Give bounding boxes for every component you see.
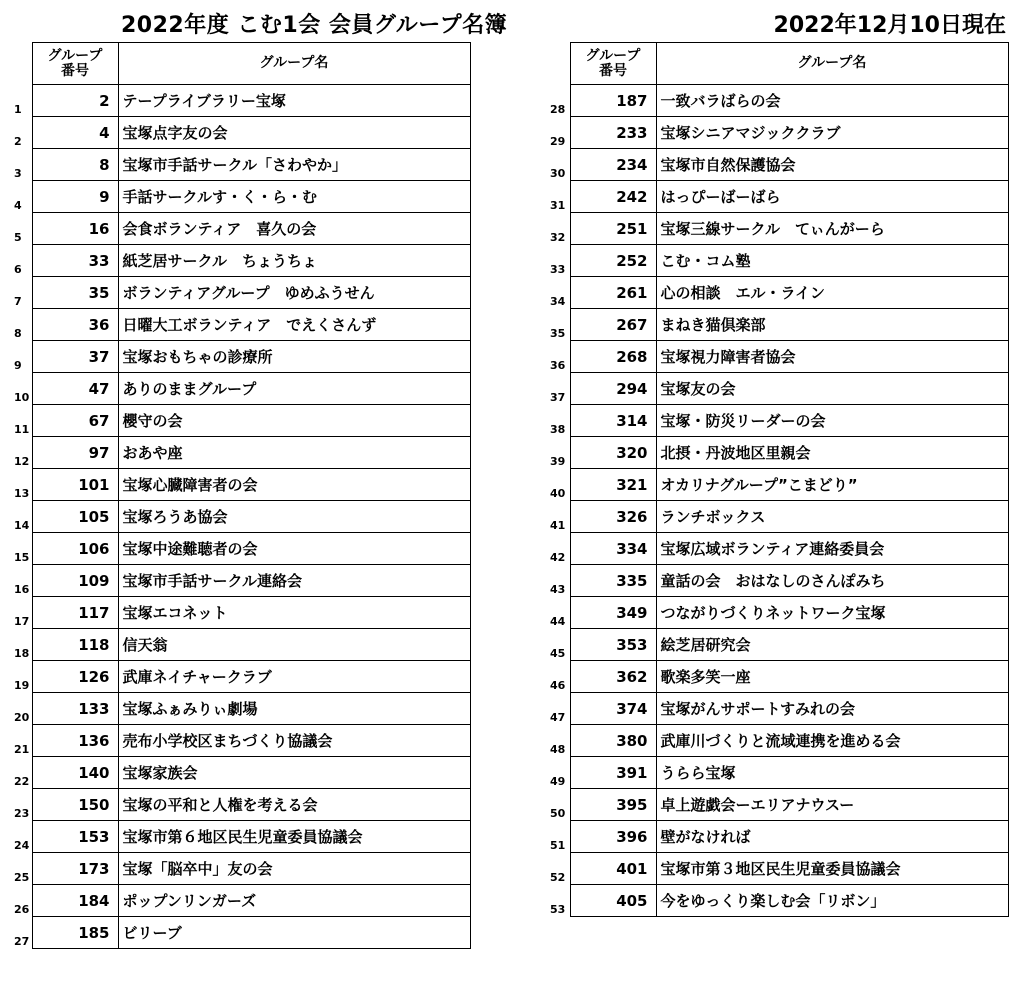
row-index: 13 [14, 486, 30, 500]
table-header-row [550, 43, 1008, 85]
table-row [550, 693, 1008, 725]
group-name: 宝塚市手話サークル連絡会 [118, 565, 470, 597]
table-row [550, 789, 1008, 821]
row-index: 50 [550, 806, 566, 820]
group-number: 353 [570, 629, 656, 661]
row-index: 7 [14, 294, 22, 308]
group-number: 97 [32, 437, 118, 469]
index-header [550, 43, 570, 85]
group-name: 日曜大工ボランティア でえくさんず [118, 309, 470, 341]
group-name: 絵芝居研究会 [656, 629, 1008, 661]
group-name-header: グループ名 [118, 43, 470, 85]
table-row [550, 309, 1008, 341]
row-index: 53 [550, 902, 566, 916]
group-name: 宝塚ろうあ協会 [118, 501, 470, 533]
row-index: 32 [550, 230, 566, 244]
row-index: 25 [14, 870, 30, 884]
group-name: 宝塚ふぁみりぃ劇場 [118, 693, 470, 725]
table-row [14, 661, 470, 693]
group-name: 北摂・丹波地区里親会 [656, 437, 1008, 469]
row-index: 17 [14, 614, 30, 628]
group-number: 233 [570, 117, 656, 149]
group-name: 卓上遊戯会ーエリアナウスー [656, 789, 1008, 821]
row-index: 15 [14, 550, 30, 564]
group-name: 宝塚市第６地区民生児童委員協議会 [118, 821, 470, 853]
row-index: 42 [550, 550, 566, 564]
row-index: 28 [550, 102, 566, 116]
group-name: 歌楽多笑一座 [656, 661, 1008, 693]
group-number: 320 [570, 437, 656, 469]
table-row [14, 533, 470, 565]
group-name: 宝塚の平和と人権を考える会 [118, 789, 470, 821]
table-row [550, 597, 1008, 629]
group-number: 252 [570, 245, 656, 277]
table-row [550, 885, 1008, 917]
group-table-left [14, 42, 471, 949]
table-row [550, 853, 1008, 885]
row-index: 11 [14, 422, 30, 436]
group-name: 宝塚がんサポートすみれの会 [656, 693, 1008, 725]
group-number: 268 [570, 341, 656, 373]
group-name: 売布小学校区まちづくり協議会 [118, 725, 470, 757]
group-number: 150 [32, 789, 118, 821]
row-index: 20 [14, 710, 30, 724]
group-name: 宝塚シニアマジッククラブ [656, 117, 1008, 149]
group-number: 16 [32, 213, 118, 245]
as-of-date: 2022年12月10日現在 [773, 13, 1006, 38]
group-number: 234 [570, 149, 656, 181]
group-name: まねき猫倶楽部 [656, 309, 1008, 341]
row-index: 26 [14, 902, 30, 916]
table-row [14, 437, 470, 469]
group-name: 童話の会 おはなしのさんぽみち [656, 565, 1008, 597]
row-index: 39 [550, 454, 566, 468]
table-row [14, 757, 470, 789]
table-row [14, 629, 470, 661]
row-index: 41 [550, 518, 566, 532]
group-table-right [550, 42, 1009, 917]
group-name: 武庫ネイチャークラブ [118, 661, 470, 693]
group-number: 335 [570, 565, 656, 597]
table-row [14, 85, 470, 117]
group-name-header: グループ名 [656, 43, 1008, 85]
group-name: ポップンリンガーズ [118, 885, 470, 917]
row-index: 33 [550, 262, 566, 276]
table-row [550, 181, 1008, 213]
group-number: 185 [32, 917, 118, 949]
group-name: 宝塚エコネット [118, 597, 470, 629]
table-row [550, 757, 1008, 789]
group-name: 宝塚市手話サークル「さわやか」 [118, 149, 470, 181]
group-number: 101 [32, 469, 118, 501]
table-row [550, 629, 1008, 661]
table-row [14, 853, 470, 885]
group-name: つながりづくりネットワーク宝塚 [656, 597, 1008, 629]
table-row [14, 405, 470, 437]
group-name: こむ・コム塾 [656, 245, 1008, 277]
group-name: オカリナグループ”こまどり” [656, 469, 1008, 501]
row-index: 52 [550, 870, 566, 884]
group-number: 380 [570, 725, 656, 757]
group-name: 宝塚点字友の会 [118, 117, 470, 149]
row-index: 18 [14, 646, 30, 660]
group-number: 395 [570, 789, 656, 821]
table-row [14, 277, 470, 309]
table-row [550, 149, 1008, 181]
group-number: 8 [32, 149, 118, 181]
table-row [550, 533, 1008, 565]
group-number: 173 [32, 853, 118, 885]
table-row [14, 245, 470, 277]
group-name: 宝塚三線サークル てぃんがーら [656, 213, 1008, 245]
row-index: 22 [14, 774, 30, 788]
group-name: ボランティアグループ ゆめふうせん [118, 277, 470, 309]
table-body [14, 85, 470, 949]
row-index: 23 [14, 806, 30, 820]
group-name: うらら宝塚 [656, 757, 1008, 789]
group-number: 109 [32, 565, 118, 597]
row-index: 31 [550, 198, 566, 212]
row-index: 4 [14, 198, 22, 212]
table-row [550, 469, 1008, 501]
group-name: 会食ボランティア 喜久の会 [118, 213, 470, 245]
group-name: 信天翁 [118, 629, 470, 661]
group-number: 37 [32, 341, 118, 373]
group-name: 宝塚視力障害者協会 [656, 341, 1008, 373]
group-number: 321 [570, 469, 656, 501]
table-row [14, 917, 470, 949]
table-row [550, 821, 1008, 853]
row-index: 24 [14, 838, 30, 852]
group-number: 401 [570, 853, 656, 885]
group-number: 391 [570, 757, 656, 789]
row-index: 29 [550, 134, 566, 148]
table-row [14, 309, 470, 341]
group-name: 宝塚市第３地区民生児童委員協議会 [656, 853, 1008, 885]
row-index: 6 [14, 262, 22, 276]
table-row [550, 341, 1008, 373]
table-row [550, 661, 1008, 693]
row-index: 9 [14, 358, 22, 372]
row-index: 35 [550, 326, 566, 340]
row-index: 46 [550, 678, 566, 692]
group-number: 36 [32, 309, 118, 341]
group-number: 326 [570, 501, 656, 533]
group-number: 117 [32, 597, 118, 629]
row-index: 34 [550, 294, 566, 308]
index-header [14, 43, 32, 85]
table-row [14, 501, 470, 533]
group-name: 宝塚市自然保護協会 [656, 149, 1008, 181]
group-number: 35 [32, 277, 118, 309]
group-number: 349 [570, 597, 656, 629]
group-number: 2 [32, 85, 118, 117]
group-name: おあや座 [118, 437, 470, 469]
row-index: 3 [14, 166, 22, 180]
group-name: 宝塚広域ボランティア連絡委員会 [656, 533, 1008, 565]
table-row [550, 373, 1008, 405]
row-index: 14 [14, 518, 30, 532]
row-index: 12 [14, 454, 30, 468]
group-name: ランチボックス [656, 501, 1008, 533]
group-number: 133 [32, 693, 118, 725]
group-name: 今をゆっくり楽しむ会「リボン」 [656, 885, 1008, 917]
table-row [14, 341, 470, 373]
table-row [14, 693, 470, 725]
group-number: 4 [32, 117, 118, 149]
row-index: 43 [550, 582, 566, 596]
table-row [14, 149, 470, 181]
row-index: 48 [550, 742, 566, 756]
table-row [14, 565, 470, 597]
table-row [14, 885, 470, 917]
group-number: 405 [570, 885, 656, 917]
row-index: 40 [550, 486, 566, 500]
group-number: 396 [570, 821, 656, 853]
group-number-header: グループ 番号 [570, 43, 656, 85]
group-number: 184 [32, 885, 118, 917]
table-row [14, 469, 470, 501]
group-name: 宝塚中途難聴者の会 [118, 533, 470, 565]
table-row [14, 117, 470, 149]
table-row [550, 277, 1008, 309]
group-number: 106 [32, 533, 118, 565]
group-number: 314 [570, 405, 656, 437]
group-number: 67 [32, 405, 118, 437]
group-number: 261 [570, 277, 656, 309]
group-number: 126 [32, 661, 118, 693]
row-index: 19 [14, 678, 30, 692]
table-row [550, 501, 1008, 533]
group-name: 宝塚友の会 [656, 373, 1008, 405]
row-index: 36 [550, 358, 566, 372]
group-number: 140 [32, 757, 118, 789]
table-row [14, 597, 470, 629]
row-index: 44 [550, 614, 566, 628]
group-number: 153 [32, 821, 118, 853]
group-name: はっぴーばーばら [656, 181, 1008, 213]
group-name: 宝塚おもちゃの診療所 [118, 341, 470, 373]
group-number: 33 [32, 245, 118, 277]
row-index: 47 [550, 710, 566, 724]
group-name: 櫻守の会 [118, 405, 470, 437]
row-index: 49 [550, 774, 566, 788]
group-name: 宝塚「脳卒中」友の会 [118, 853, 470, 885]
group-number: 362 [570, 661, 656, 693]
row-index: 27 [14, 934, 30, 948]
table-row [550, 565, 1008, 597]
row-index: 16 [14, 582, 30, 596]
group-name: 手話サークルす・く・ら・む [118, 181, 470, 213]
row-index: 21 [14, 742, 30, 756]
table-row [14, 725, 470, 757]
table-row [14, 181, 470, 213]
group-number: 9 [32, 181, 118, 213]
row-index: 51 [550, 838, 566, 852]
row-index: 5 [14, 230, 22, 244]
table-row [550, 85, 1008, 117]
page-title: 2022年度 こむ1会 会員グループ名簿 [121, 13, 508, 38]
table-row [550, 437, 1008, 469]
row-index: 45 [550, 646, 566, 660]
row-index: 2 [14, 134, 22, 148]
table-row [550, 117, 1008, 149]
row-index: 38 [550, 422, 566, 436]
group-number: 187 [570, 85, 656, 117]
group-name: テープライブラリー宝塚 [118, 85, 470, 117]
table-row [14, 789, 470, 821]
row-index: 1 [14, 102, 22, 116]
group-number: 118 [32, 629, 118, 661]
group-number: 136 [32, 725, 118, 757]
group-name: 宝塚・防災リーダーの会 [656, 405, 1008, 437]
table-row [14, 213, 470, 245]
table-header-row [14, 43, 470, 85]
row-index: 30 [550, 166, 566, 180]
group-name: 心の相談 エル・ライン [656, 277, 1008, 309]
group-number: 374 [570, 693, 656, 725]
group-name: 武庫川づくりと流域連携を進める会 [656, 725, 1008, 757]
table-row [550, 213, 1008, 245]
group-number: 47 [32, 373, 118, 405]
group-name: 壁がなければ [656, 821, 1008, 853]
group-number-header: グループ 番号 [32, 43, 118, 85]
group-name: 紙芝居サークル ちょうちょ [118, 245, 470, 277]
table-body [550, 85, 1008, 917]
group-name: 宝塚心臓障害者の会 [118, 469, 470, 501]
row-index: 37 [550, 390, 566, 404]
group-number: 267 [570, 309, 656, 341]
group-name: 宝塚家族会 [118, 757, 470, 789]
table-row [550, 725, 1008, 757]
table-row [14, 821, 470, 853]
group-number: 242 [570, 181, 656, 213]
group-number: 334 [570, 533, 656, 565]
group-number: 294 [570, 373, 656, 405]
table-row [14, 373, 470, 405]
row-index: 8 [14, 326, 22, 340]
table-row [550, 245, 1008, 277]
group-number: 105 [32, 501, 118, 533]
group-name: ありのままグループ [118, 373, 470, 405]
table-row [550, 405, 1008, 437]
group-name: ビリーブ [118, 917, 470, 949]
group-number: 251 [570, 213, 656, 245]
group-name: 一致バラばらの会 [656, 85, 1008, 117]
row-index: 10 [14, 390, 30, 404]
